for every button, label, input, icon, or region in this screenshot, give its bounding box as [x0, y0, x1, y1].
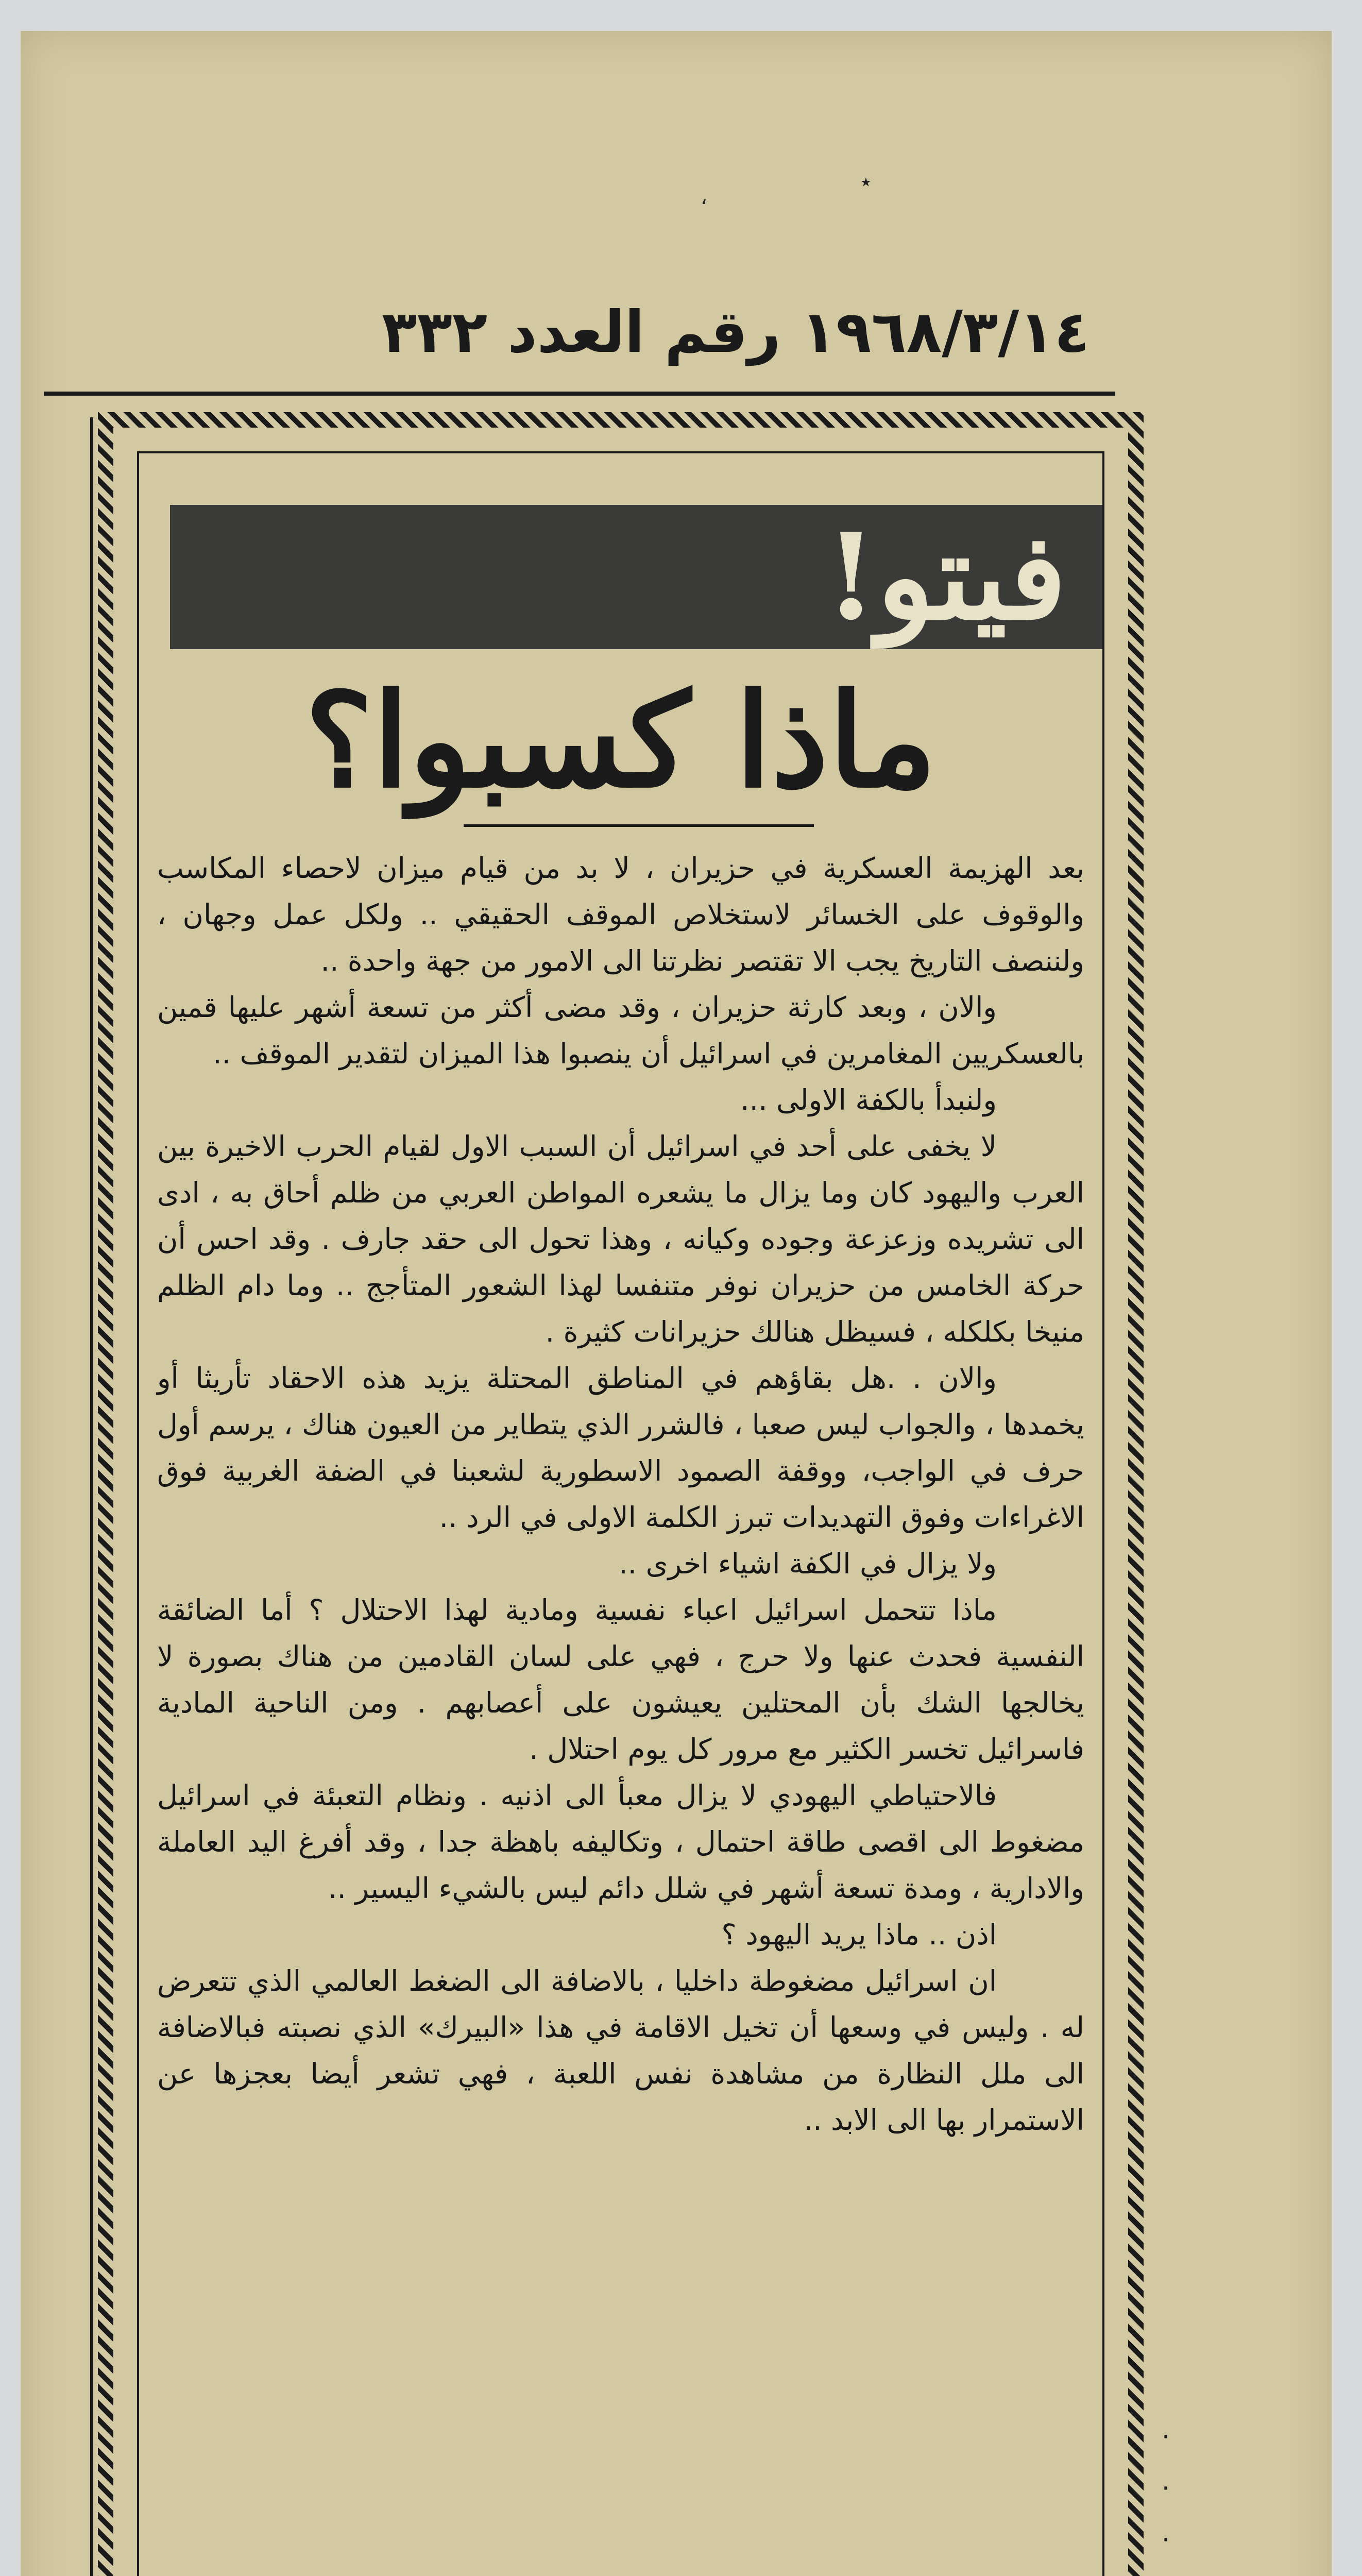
- article-paragraph: فالاحتياطي اليهودي لا يزال معبأ الى اذنيه . ونظام التعبئة في اسرائيل مضغوط الى اقصى طاقة احتمال ، وتكاليفه باهظة جدا ، وقد أفرغ اليد العاملة والادارية ، ومدة تسعة أشهر في شلل دائم ليس بالشيء اليسير ..: [157, 1779, 1084, 1905]
- column-banner: [170, 505, 1102, 649]
- ink-speck: ٭: [860, 170, 872, 194]
- headline-rule: [464, 824, 814, 827]
- banner-title: فيتو!: [825, 507, 1066, 647]
- article-body: [157, 845, 1084, 2143]
- dateline: ١٩٦٨/٣/١٤ رقم العدد ٣٣٢: [382, 299, 1089, 366]
- margin-dots: · · ·: [1162, 2422, 1170, 2555]
- article-frame: [98, 412, 1144, 2576]
- article-paragraph: اذن .. ماذا يريد اليهود ؟: [721, 1918, 997, 1951]
- article-headline: ماذا كسبوا؟: [304, 665, 937, 816]
- column-rule: [90, 417, 93, 2576]
- article-paragraph: ماذا تتحمل اسرائيل اعباء نفسية ومادية لهذا الاحتلال ؟ أما الضائقة النفسية فحدث عنها ولا حرج ، فهي على لسان القادمين من هناك بصورة لا يخالجها الشك بأن المحتلين يعيشون على أعصابهم . ومن الناحية المادية فاسرائيل تخسر الكثير مع مرور كل يوم احتلال .: [157, 1594, 1084, 1766]
- article-paragraph: بعد الهزيمة العسكرية في حزيران ، لا بد من قيام ميزان لاحصاء المكاسب والوقوف على الخسائر لاستخلاص الموقف الحقيقي .. ولكل عمل وجهان ، ولننصف التاريخ يجب الا تقتصر نظرتنا الى الامور من جهة واحدة ..: [157, 852, 1084, 977]
- article-paragraph: لا يخفى على أحد في اسرائيل أن السبب الاول لقيام الحرب الاخيرة بين العرب واليهود كان وما يزال ما يشعره المواطن العربي من ظلم أحاق به ، ادى الى تشريده وزعزعة وجوده وكيانه ، وهذا تحول الى حقد جارف . وقد احس أن حركة الخامس من حزيران نوفر متنفسا لهذا الشعور المتأجج .. وما دام الظلم منيخا بكلكله ، فسيظل هنالك حزيرانات كثيرة .: [157, 1130, 1084, 1348]
- article-paragraph: والان . .هل بقاؤهم في المناطق المحتلة يزيد هذه الاحقاد تأريثا أو يخمدها ، والجواب ليس صعبا ، فالشرر الذي يتطاير من العيون هناك ، يرسم أول حرف في الواجب، ووقفة الصمود الاسطورية لشعبنا في الضفة الغربية فوق الاغراءات وفوق التهديدات تبرز الكلمة الاولى في الرد ..: [157, 1362, 1084, 1534]
- article-paragraph: ولا يزال في الكفة اشياء اخرى ..: [619, 1547, 997, 1580]
- ink-speck: ،: [701, 185, 707, 209]
- article-paragraph: ولنبدأ بالكفة الاولى ...: [740, 1083, 997, 1116]
- top-rule: [44, 392, 1115, 396]
- newspaper-clipping: [21, 31, 1332, 2576]
- article-paragraph: والان ، وبعد كارثة حزيران ، وقد مضى أكثر من تسعة أشهر عليها قمين بالعسكريين المغامرين في اسرائيل أن ينصبوا هذا الميزان لتقدير الموقف ..: [157, 991, 1084, 1070]
- article-paragraph: ان اسرائيل مضغوطة داخليا ، بالاضافة الى الضغط العالمي الذي تتعرض له . وليس في وسعها أن تخيل الاقامة في هذا «البيرك» الذي نصبته فبالاضافة الى ملل النظارة من مشاهدة نفس اللعبة ، فهي تشعر أيضا بعجزها عن الاستمرار بها الى الابد ..: [157, 1964, 1084, 2137]
